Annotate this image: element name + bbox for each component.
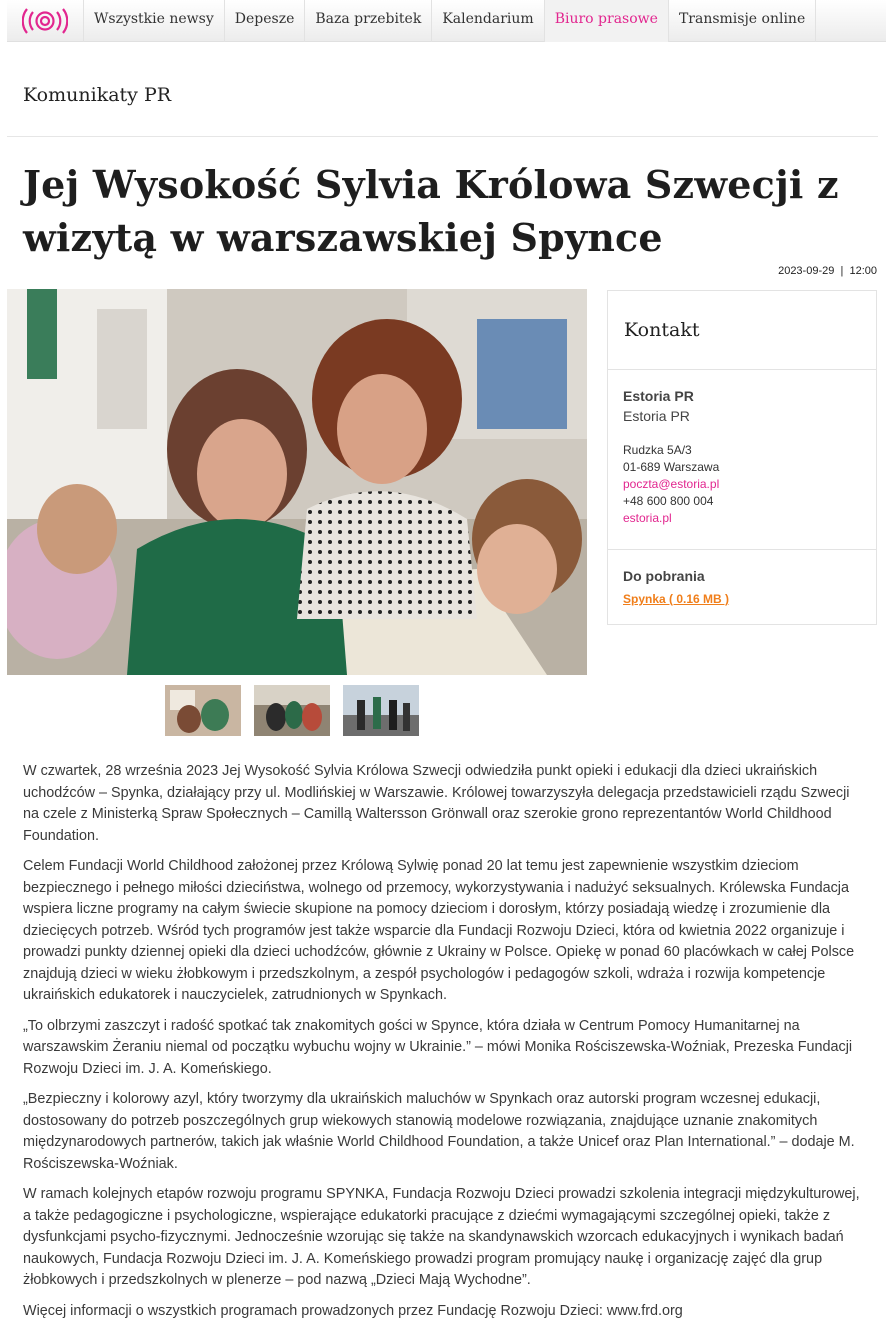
contact-city: 01-689 Warszawa xyxy=(623,460,720,474)
article-paragraph-4: „Bezpieczny i kolorowy azyl, który tworzymy dla ukraińskich maluchów w Spynkach oraz autorski program wczesnej edukacji, dostosowany do potrzeb poszczególnych grup wiekowych stanowią modelowe rozwiązania, znajdujące uznanie znakomitych międzynarodowych partnerów, takich jak właśnie World Childhood Foundation, a także Unicef oraz Plan International.” – dodaje M. Rościszewska-Woźniak. xyxy=(23,1091,855,1172)
article-date: 2023-09-29 xyxy=(778,265,835,277)
contact-email-link[interactable]: poczta@estoria.pl xyxy=(623,477,720,491)
section-title: Komunikaty PR xyxy=(23,84,172,106)
thumbnail-2[interactable] xyxy=(254,685,330,736)
article-title: Jej Wysokość Sylvia Królowa Szwecji z wizytą w warszawskiej Spynce xyxy=(23,162,839,260)
contact-website-link[interactable]: estoria.pl xyxy=(623,511,672,525)
contact-phone: +48 600 800 004 xyxy=(623,494,714,508)
article-paragraph-2: Celem Fundacji World Childhood założonej przez Królową Sylwię ponad 20 lat temu jest zapewnienie wszystkim dzieciom bezpiecznego i pełnego miłości dzieciństwa, wolnego od przemocy, wykorzystywania i nadużyć seksualnych. Królewska Fundacja wspiera liczne programy na całym świecie skupione na pomocy dzieciom i dorosłym, którzy posiadają wiedzę i zrozumienie dla dziecięcych potrzeb. Wśród tych programów jest także wsparcie dla Fundacji Rozwoju Dzieci, która od kwietnia 2022 organizuje i prowadzi punkty dziennej opieki dla dzieci uchodźców, głównie z Ukrainy w Polsce. Opiekę w ponad 60 placówkach w całej Polsce znajdują dzieci w wieku żłobkowym i przedszkolnym, a zespół psychologów i pedagogów szkoli, wdraża i rozwija kompetencje ukraińskich edukatorek i nauczycielek, zatrudnionych w Spynkach. xyxy=(23,858,855,1003)
nav-item-wszystkie-newsy[interactable]: Wszystkie newsy xyxy=(84,0,225,42)
article-time: 12:00 xyxy=(849,265,877,277)
downloads-heading: Do pobrania xyxy=(623,568,705,584)
article-paragraph-3: „To olbrzymi zaszczyt i radość spotkać tak znakomitych gości w Spynce, która działa w Centrum Pomocy Humanitarnej na warszawskim Żeraniu niemal od początku wybuchu wojny w Ukrainie.” – mówi Monika Rościszewska-Woźniak, Prezeska Fundacji Rozwoju Dzieci im. J. A. Komeńskiego. xyxy=(23,1017,853,1077)
downloads-box xyxy=(607,549,877,625)
article-paragraph-5: W ramach kolejnych etapów rozwoju programu SPYNKA, Fundacja Rozwoju Dzieci prowadzi szkolenia integracji międzykulturowej, a także pedagogiczne i psychologiczne, wspierające edukatorki pracujące z dziećmi wymagającymi szczególnej opieki, także z dysfunkcjami psycho-fizycznymi. Jednocześnie wzorując się także na skandynawskich wzorcach edukacyjnych i wynikach badań naukowych, Fundacja Rozwoju Dzieci im. J. A. Komeńskiego prowadzi program promujący naukę i organizację zajęć dla grup żłobkowych i przedszkolnych w plenerze – pod nazwą „Dzieci Mają Wychodne”. xyxy=(23,1186,860,1288)
thumbnail-gallery xyxy=(165,685,419,736)
nav-item-baza-przebitek[interactable]: Baza przebitek xyxy=(305,0,432,42)
article-paragraph-1: W czwartek, 28 września 2023 Jej Wysokość Sylvia Królowa Szwecji odwiedziła punkt opieki i edukacji dla dzieci ukraińskich uchodźców – Spynka, działający przy ul. Modlińskiej w Warszawie. Królowej towarzyszyła delegacja przedstawicieli rządu Szwecji na czele z Ministerką Spraw Społecznych – Camillą Waltersson Grönwall oraz szerokie grono reprezentantów World Childhood Foundation. xyxy=(23,763,850,844)
nav-item-biuro-prasowe[interactable]: Biuro prasowe xyxy=(545,0,669,42)
contact-heading: Kontakt xyxy=(607,290,877,370)
nav-item-transmisje-online[interactable]: Transmisje online xyxy=(669,0,816,42)
meta-separator: | xyxy=(840,265,844,277)
article-meta xyxy=(778,265,877,277)
radio-waves-icon[interactable] xyxy=(7,0,84,42)
contact-company: Estoria PR xyxy=(623,388,694,404)
nav-item-depesze[interactable]: Depesze xyxy=(225,0,306,42)
nav-item-kalendarium[interactable]: Kalendarium xyxy=(432,0,544,42)
download-file-link[interactable]: Spynka ( 0.16 MB ) xyxy=(623,592,730,606)
main-photo[interactable] xyxy=(7,289,587,675)
contact-details xyxy=(607,369,877,550)
thumbnail-3[interactable] xyxy=(343,685,419,736)
thumbnail-1[interactable] xyxy=(165,685,241,736)
article-body xyxy=(23,761,869,1331)
top-navigation xyxy=(7,0,886,42)
contact-street: Rudzka 5A/3 xyxy=(623,443,692,457)
contact-company-sub: Estoria PR xyxy=(623,408,690,424)
divider xyxy=(7,136,878,137)
article-paragraph-6: Więcej informacji o wszystkich programach prowadzonych przez Fundację Rozwoju Dzieci: www.frd.org xyxy=(23,1302,683,1319)
